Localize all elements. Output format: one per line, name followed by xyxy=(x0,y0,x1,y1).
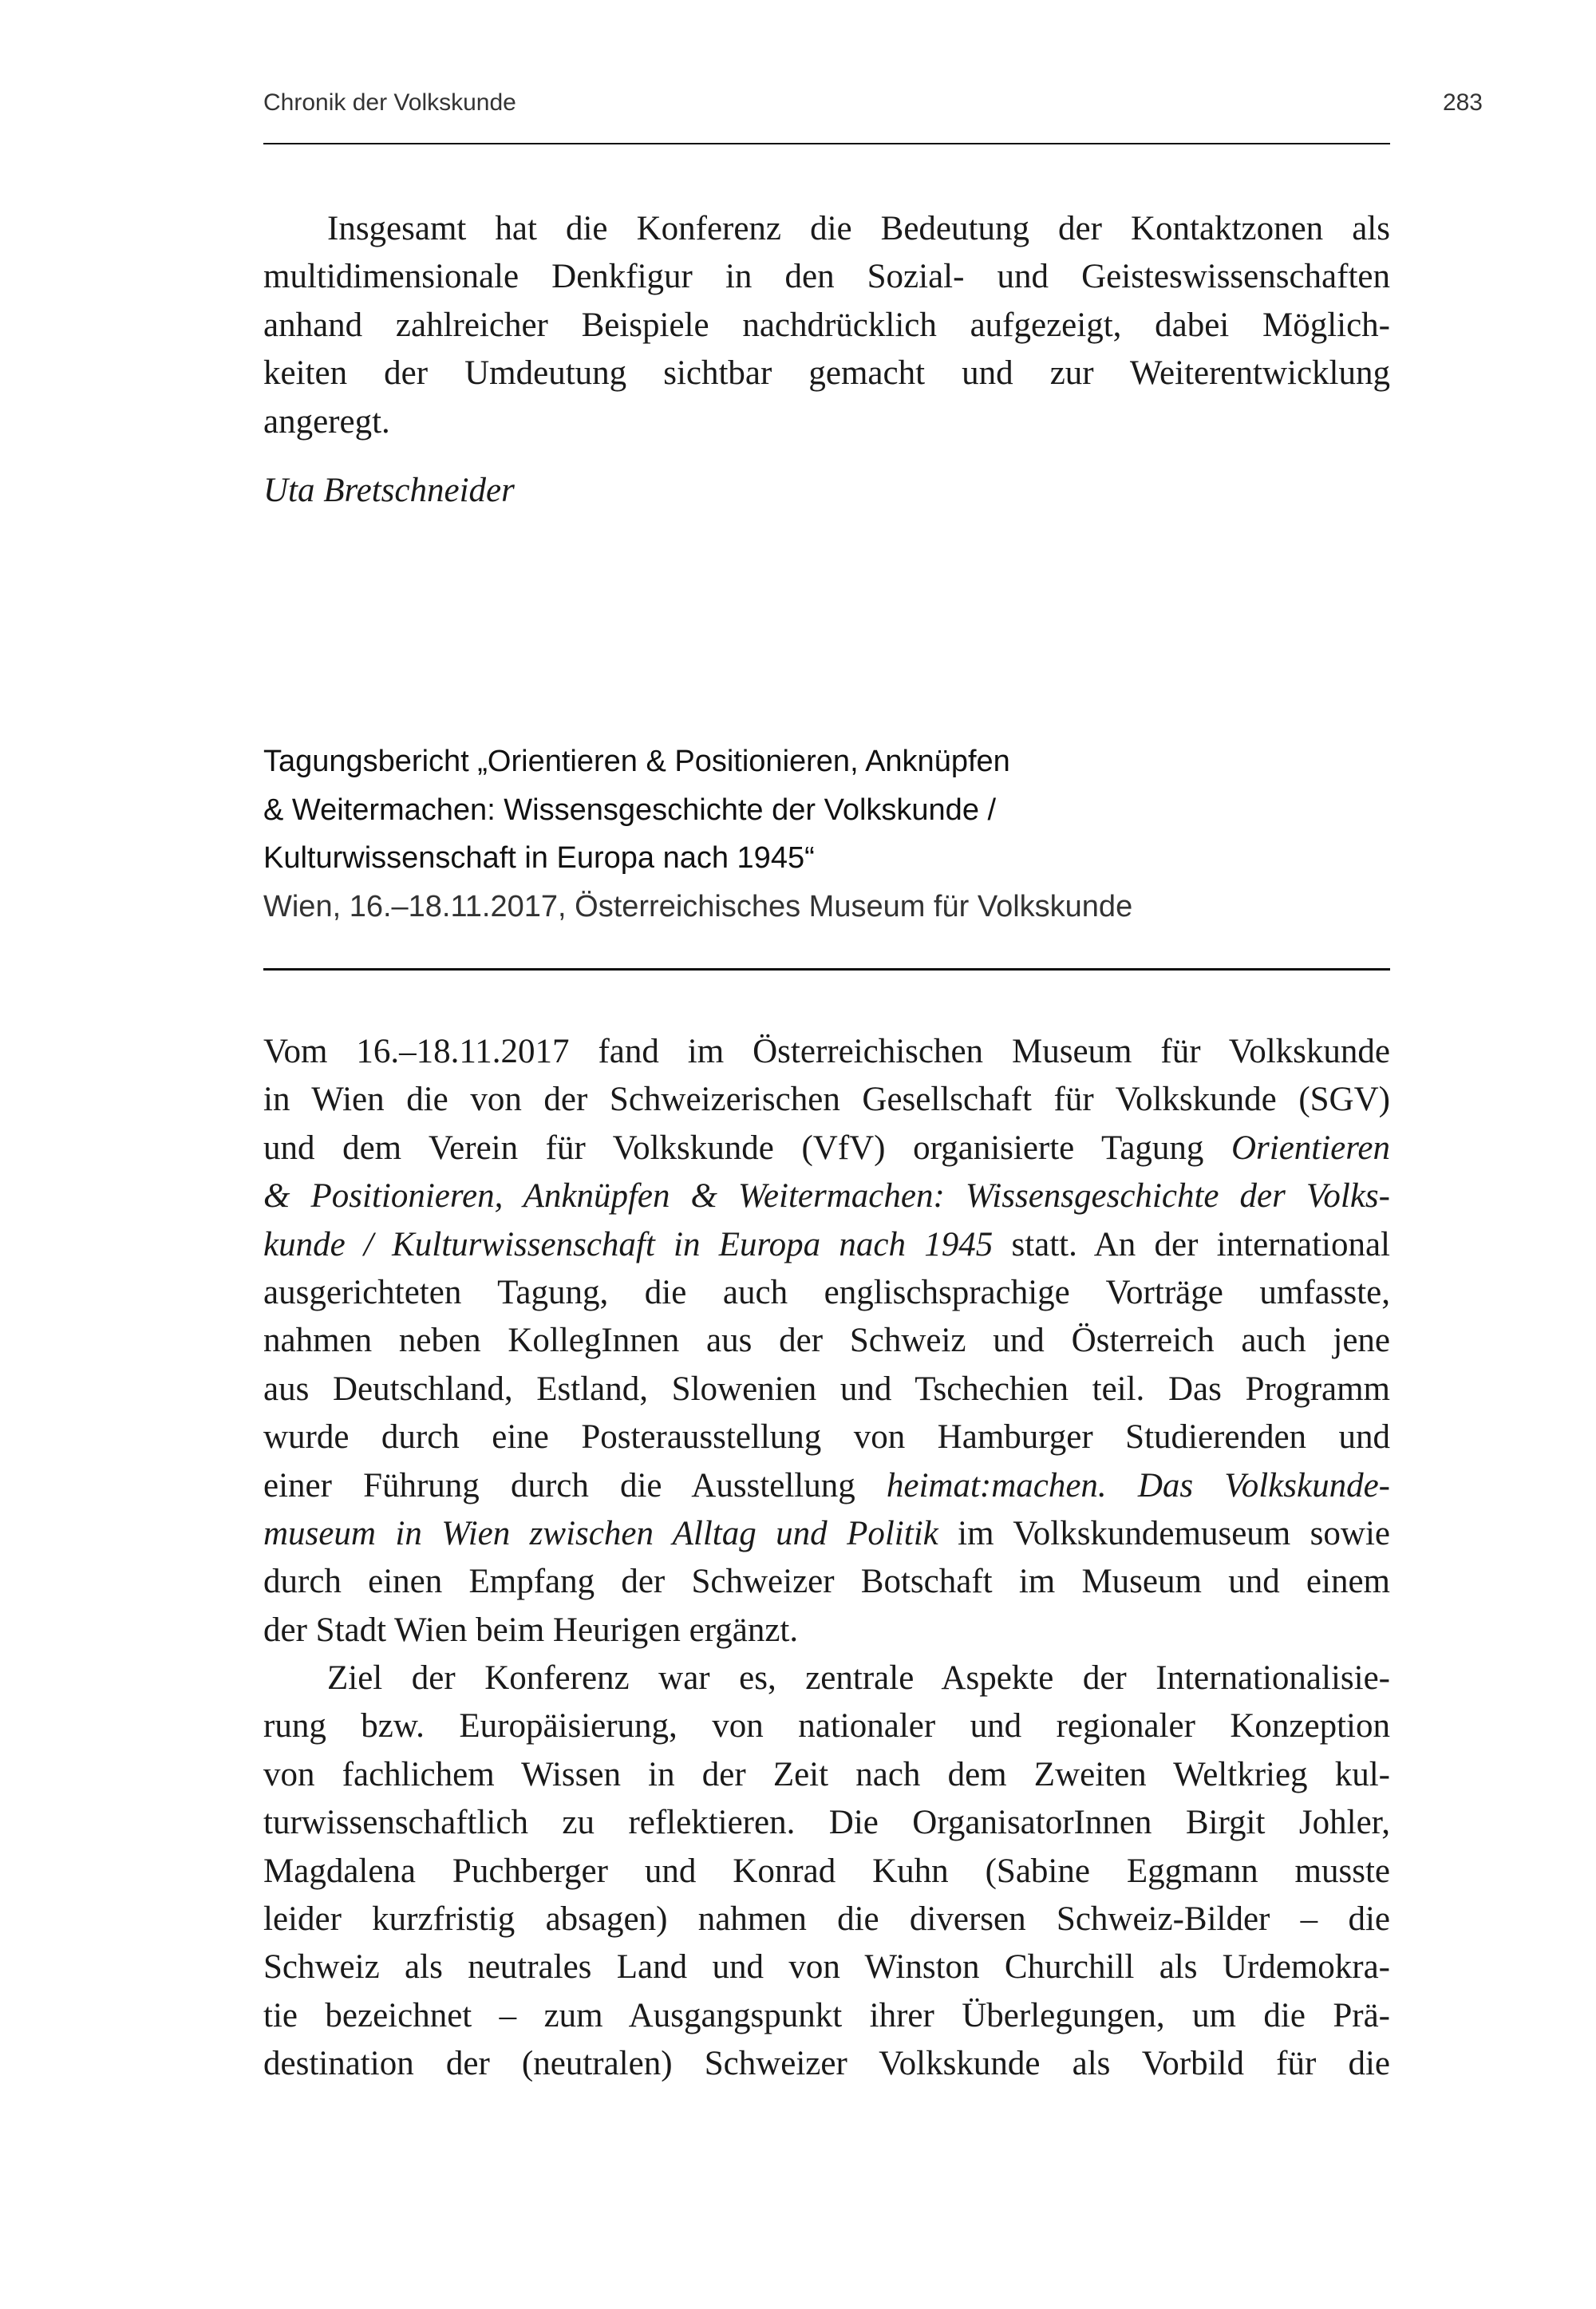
text-segment: einer Führung durch die Ausstellung xyxy=(263,1466,887,1504)
text-line xyxy=(263,1366,1390,1413)
text-line xyxy=(263,1269,1390,1317)
heading-rule xyxy=(263,968,1390,971)
text-segment: aus Deutschland, Estland, Slowenien und Tschechien teil. Das Programm xyxy=(263,1370,1390,1408)
text-line xyxy=(263,1510,1390,1558)
text-segment: statt. An der international xyxy=(993,1225,1390,1263)
text-segment: ausgerichteten Tagung, die auch englischsprachige Vorträge umfasste, xyxy=(263,1273,1390,1311)
text-line xyxy=(263,1125,1390,1172)
text-segment: angeregt. xyxy=(263,402,390,441)
text-line xyxy=(263,1076,1390,1124)
text-line xyxy=(263,302,1390,350)
article-subtitle: Wien, 16.–18.11.2017, Österreichisches Museum für Volkskunde xyxy=(263,889,1133,923)
text-line xyxy=(263,1702,1390,1750)
text-line xyxy=(263,1317,1390,1365)
article-title-line: Kulturwissenschaft in Europa nach 1945“ xyxy=(263,841,815,875)
article-title-line: Tagungsbericht „Orientieren & Positionieren, Anknüpfen xyxy=(263,745,1010,778)
running-title: Chronik der Volkskunde xyxy=(263,89,516,116)
italic-text: museum in Wien zwischen Alltag und Politik xyxy=(263,1514,938,1552)
author-signature: Uta Bretschneider xyxy=(263,472,515,509)
text-line xyxy=(263,1751,1390,1799)
text-segment: leider kurzfristig absagen) nahmen die diversen Schweiz-Bilder – die xyxy=(263,1900,1390,1939)
italic-text: Orientieren xyxy=(1231,1129,1390,1167)
text-line xyxy=(263,1943,1390,1991)
text-segment: rung bzw. Europäisierung, von nationaler und regionaler Konzeption xyxy=(263,1707,1390,1746)
text-segment: der Stadt Wien beim Heurigen ergänzt. xyxy=(263,1611,799,1649)
text-line xyxy=(263,1413,1390,1461)
text-segment: im Volkskundemuseum sowie xyxy=(938,1514,1390,1552)
text-segment: multidimensionale Denkfigur in den Sozial- und Geisteswissenschaften xyxy=(263,258,1390,296)
text-line xyxy=(263,2040,1390,2088)
text-line xyxy=(263,205,1390,253)
text-line xyxy=(263,1607,1390,1655)
text-line xyxy=(263,1799,1390,1847)
text-segment: in Wien die von der Schweizerischen Gesellschaft für Volkskunde (SGV) xyxy=(263,1081,1390,1119)
italic-text: kunde / Kulturwissenschaft in Europa nach 1945 xyxy=(263,1225,994,1263)
text-line xyxy=(263,1462,1390,1510)
text-line xyxy=(263,398,1390,446)
text-segment: wurde durch eine Posterausstellung von Hamburger Studierenden und xyxy=(263,1418,1390,1457)
text-segment: tie bezeichnet – zum Ausgangspunkt ihrer Überlegungen, um die Prä- xyxy=(263,1996,1390,2034)
article-body xyxy=(263,1028,1390,2089)
article-title-line: & Weitermachen: Wissensgeschichte der Volkskunde / xyxy=(263,793,997,827)
text-line xyxy=(263,1848,1390,1896)
text-line xyxy=(263,1172,1390,1220)
text-segment: und dem Verein für Volkskunde (VfV) organisierte Tagung xyxy=(263,1129,1231,1167)
italic-text: & Positionieren, Anknüpfen & Weitermachen: Wissensgeschichte der Volks- xyxy=(263,1177,1390,1216)
page-number: 283 xyxy=(1442,89,1483,116)
text-line xyxy=(263,1655,1390,1702)
text-segment: destination der (neutralen) Schweizer Volkskunde als Vorbild für die xyxy=(263,2045,1390,2083)
text-line xyxy=(263,253,1390,301)
text-line xyxy=(263,1221,1390,1269)
text-segment: durch einen Empfang der Schweizer Botschaft im Museum und einem xyxy=(263,1563,1390,1601)
text-line xyxy=(263,1028,1390,1076)
text-segment: Schweiz als neutrales Land und von Winston Churchill als Urdemokra- xyxy=(263,1948,1390,1987)
text-line xyxy=(263,1992,1390,2040)
article-heading xyxy=(263,737,1132,931)
text-line xyxy=(263,1896,1390,1943)
text-segment: nahmen neben KollegInnen aus der Schweiz und Österreich auch jene xyxy=(263,1322,1390,1360)
text-segment: von fachlichem Wissen in der Zeit nach dem Zweiten Weltkrieg kul- xyxy=(263,1755,1390,1793)
text-segment: keiten der Umdeutung sichtbar gemacht und zur Weiterentwicklung xyxy=(263,354,1390,393)
text-segment: Insgesamt hat die Konferenz die Bedeutung der Kontaktzonen als xyxy=(327,210,1390,247)
italic-text: heimat:machen. Das Volkskunde- xyxy=(886,1466,1390,1504)
text-segment: Ziel der Konferenz war es, zentrale Aspekte der Internationalisie- xyxy=(327,1659,1390,1698)
header-rule xyxy=(263,143,1390,144)
text-line xyxy=(263,1558,1390,1606)
text-segment: anhand zahlreicher Beispiele nachdrücklich aufgezeigt, dabei Möglich- xyxy=(263,306,1390,344)
closing-paragraph xyxy=(263,205,1390,446)
text-line xyxy=(263,350,1390,397)
text-segment: turwissenschaftlich zu reflektieren. Die OrganisatorInnen Birgit Johler, xyxy=(263,1804,1390,1842)
text-segment: Magdalena Puchberger und Konrad Kuhn (Sabine Eggmann musste xyxy=(263,1852,1390,1890)
text-segment: Vom 16.–18.11.2017 fand im Österreichischen Museum für Volkskunde xyxy=(263,1033,1390,1070)
